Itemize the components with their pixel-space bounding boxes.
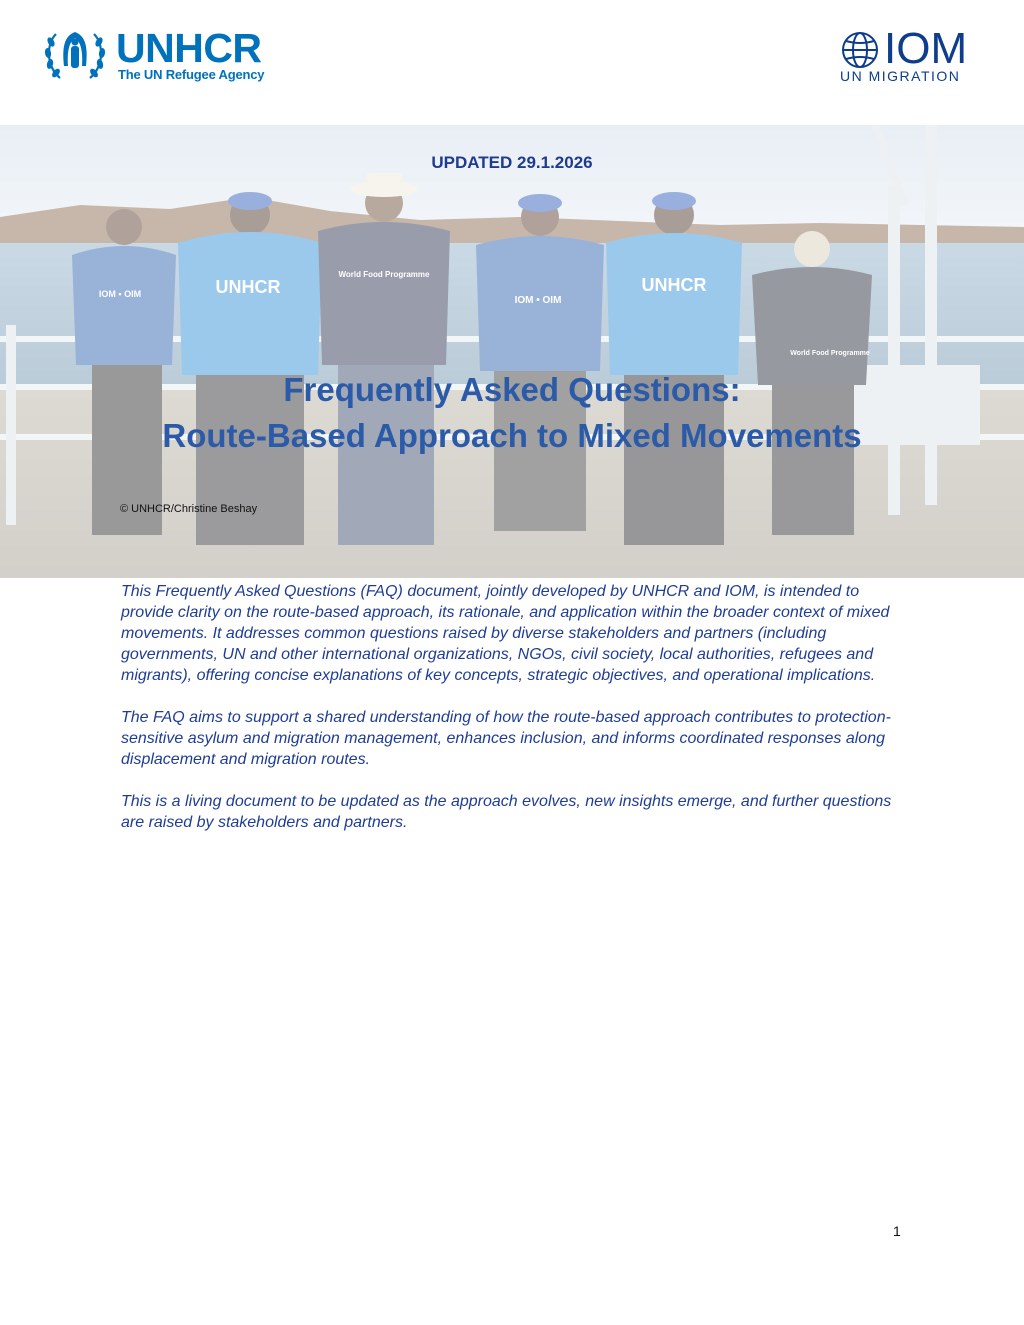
intro-text [121,581,911,854]
intro-paragraph-1: This Frequently Asked Questions (FAQ) document, jointly developed by UNHCR and IOM, is intended to provide clarity on the route-based approach, its rationale, and application within the broader context of mixed movements. It addresses common questions raised by diverse stakeholders and partners (including governments, UN and other international organizations, NGOs, civil society, local authorities, refugees and migrants), offering concise explanations of key concepts, strategic objectives, and operational implications. [121,583,890,684]
iom-logo [840,24,990,88]
unhcr-laurel-emblem-icon [42,26,108,84]
cover-photo [0,125,1024,578]
intro-paragraph-2: The FAQ aims to support a shared understanding of how the route-based approach contributes to protection-sensitive asylum and migration management, enhances inclusion, and informs coordinated responses along displacement and migration routes. [121,709,891,768]
intro-paragraph-3: This is a living document to be updated as the approach evolves, new insights emerge, and further questions are raised by stakeholders and partners. [121,793,892,831]
unhcr-tagline: The UN Refugee Agency [118,67,265,82]
document-title-line-2: Route-Based Approach to Mixed Movements [162,417,862,454]
iom-tagline: UN MIGRATION [840,68,961,84]
updated-date: UPDATED 29.1.2026 [431,153,593,172]
document-title-line-1: Frequently Asked Questions: [283,371,741,408]
page-number: 1 [893,1223,901,1239]
unhcr-logo [42,24,292,88]
iom-globe-emblem-icon [840,30,880,70]
photo-credit: © UNHCR/Christine Beshay [120,503,258,515]
iom-wordmark: IOM [884,24,968,73]
unhcr-wordmark: UNHCR [116,25,262,71]
